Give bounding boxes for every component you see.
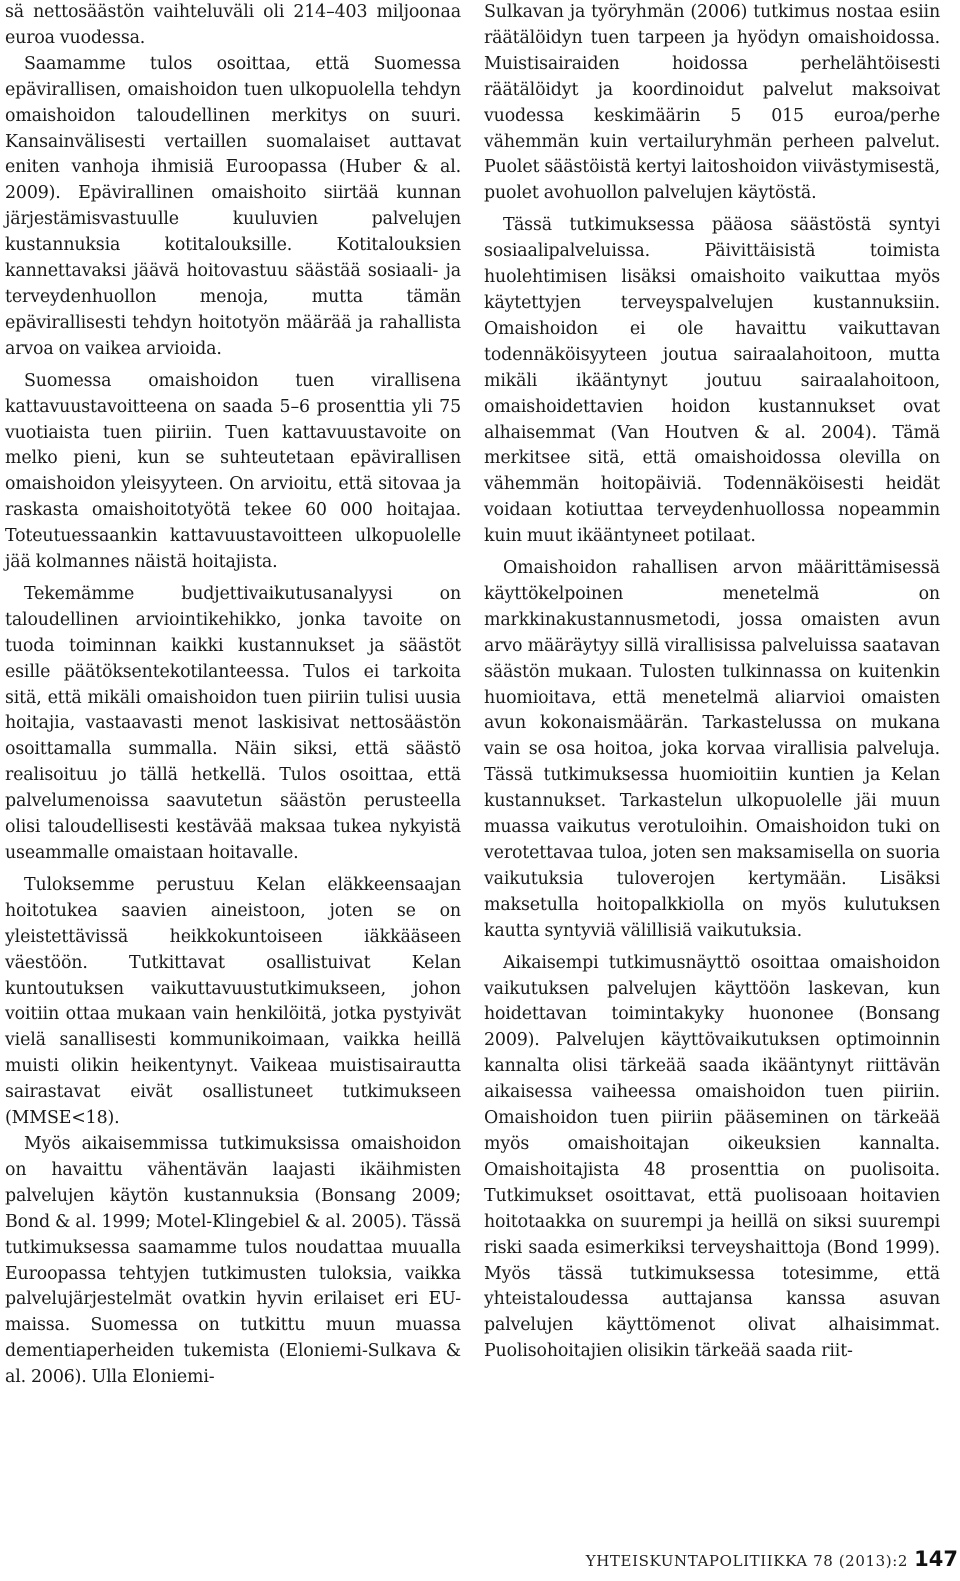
paragraph: Saamamme tulos osoittaa, että Suomessa epävirallisen, omaishoidon tuen ulkopuolella tehdyn omaishoidon taloudellinen merkitys on suuri. Kansainvälisesti vertaillen suomalaiset auttavat eniten vanhoja ihmisiä Euroopassa (Huber & al. 2009). Epävirallinen omaishoito siirtää kunnan järjestämisvastuulle kuuluvien palvelujen kustannuksia kotitalouksille. Kotitalouksien kannettavaksi jäävä hoitovastuu säästää sosiaali- ja terveydenhuollon menoja, mutta tämän epävirallisesti tehdyn hoitotyön määrää ja rahallista arvoa on vaikea arvioida. [5,53,461,359]
page-footer [560,1541,960,1573]
page-number: 147 [914,1547,958,1571]
paragraph: sä nettosäästön vaihteluväli oli 214–403 miljoonaa euroa vuodessa. [5,2,461,48]
paragraph: Tässä tutkimuksessa pääosa säästöstä syntyi sosiaalipalveluissa. Päivittäisistä toimista huolehtimisen lisäksi omaishoito vaikuttaa myös käytettyjen terveyspalvelujen kustannuksiin. Omaishoidon ei ole havaittu vaikuttavan todennäköisyyteen joutua sairaalahoitoon, mutta mikäli ikääntynyt joutuu sairaalahoitoon, omaishoidettavien hoidon kustannukset ovat alhaisemmat (Van Houtven & al. 2004). Tämä merkitsee sitä, että omaishoidossa olevilla on vähemmän hoitopäiviä. Todennäköisesti heidät voidaan kotiuttaa terveydenhuollossa nopeammin kuin muut ikääntyneet potilaat. [484,215,940,547]
paragraph: Sulkavan ja työryhmän (2006) tutkimus nostaa esiin räätälöidyn tuen tarpeen ja hyödyn omaishoidossa. Muistisairaiden hoidossa perhelähtöisesti räätälöidyt ja koordinoidut palvelut maksoivat vuodessa keskimäärin 5 015 euroa/perhe vähemmän kuin vertailuryhmän perheen palvelut. Puolet säästöistä kertyi laitoshoidon viivästymisestä, puolet avohuollon palvelujen käytöstä. [484,2,940,204]
right-column [484,0,940,1365]
journal-citation: YHTEISKUNTAPOLITIIKKA 78 (2013):2 [585,1552,908,1570]
paragraph: Tekemämme budjettivaikutusanalyysi on taloudellinen arviointikehikko, jonka tavoite on tuoda toiminnan kaikki kustannukset ja säästöt esille päätöksentekotilanteessa. Tulos ei tarkoita sitä, että mikäli omaishoidon tuen piiriin tulisi uusia hoitajia, vastaavasti menot laskisivat nettosäästön osoittamalla summalla. Näin siksi, että säästö realisoituu jo tällä hetkellä. Tulos osoittaa, että palvelumenoissa saavutetun säästön perusteella olisi taloudellisesti kestävää maksaa tukea nykyistä useammalle omaistaan hoitavalle. [5,583,461,863]
left-column [5,0,461,1391]
paragraph: Aikaisempi tutkimusnäyttö osoittaa omaishoidon vaikutuksen palvelujen käyttöön laskevan, kun hoidettavan toimintakyky huononee (Bonsang 2009). Palvelujen käyttövaikutuksen optimoinnin kannalta olisi tärkeää saada ikääntynyt riittävän aikaisessa vaiheessa omaishoidon tuen piiriin. Omaishoidon tuen piiriin pääseminen on tärkeää myös omaishoitajan oikeuksien kannalta. Omaishoitajista 48 prosenttia on puolisoita. Tutkimukset osoittavat, että puolisoaan hoitavien hoitotaakka on suurempi ja heillä on siksi suurempi riski saada esimerkiksi terveyshaittoja (Bond 1999). Myös tässä tutkimuksessa totesimme, että yhteistaloudessa auttajansa kanssa asuvan palvelujen käyttömenot olivat alhaisimmat. Puolisohoitajien olisikin tärkeää saada riit- [484,952,940,1362]
paragraph: Myös aikaisemmissa tutkimuksissa omaishoidon on havaittu vähentävän laajasti ikäihmisten palvelujen käytön kustannuksia (Bonsang 2009; Bond & al. 1999; Motel-Klingebiel & al. 2005). Tässä tutkimuksessa saamamme tulos noudattaa muualla Euroopassa tehtyjen tutkimusten tuloksia, vaikka palvelujärjestelmät ovatkin hyvin erilaiset eri EU-maissa. Suomessa on tutkittu muun muassa dementiaperheiden tukemista (Eloniemi-Sulkava & al. 2006). Ulla Eloniemi- [5,1133,461,1388]
paragraph: Tuloksemme perustuu Kelan eläkkeensaajan hoitotukea saavien aineistoon, joten se on yleistettävissä heikkokuntoiseen iäkkääseen väestöön. Tutkittavat osallistuivat Kelan kuntoutuksen vaikuttavuustutkimukseen, johon voitiin ottaa mukaan vain henkilöitä, jotka pystyivät vielä sanallisesti kommunikoimaan, vaikka heillä muisti olikin heikentynyt. Vaikeaa muistisairautta sairastavat eivät osallistuneet tutkimukseen (MMSE<18). [5,874,461,1129]
paragraph: Suomessa omaishoidon tuen virallisena kattavuustavoitteena on saada 5–6 prosenttia yli 75 vuotiaista tuen piiriin. Tuen kattavuustavoite on melko pieni, kun se suhteutetaan epävirallisen omaishoidon yleisyyteen. On arvioitu, että sitovaa ja raskasta omaishoitotyötä tekee 60 000 hoitajaa. Toteutuessaankin kattavuustavoitteen ulkopuolelle jää kolmannes näistä hoitajista. [5,370,461,573]
paragraph: Omaishoidon rahallisen arvon määrittämisessä käyttökelpoinen menetelmä on markkinakustannusmetodi, jossa omaisten avun arvo määräytyy sillä virallisissa palveluissa saatavan säästön mukaan. Tulosten tulkinnassa on kuitenkin huomioitava, että menetelmä aliarvioi omaisten avun kokonaismäärän. Tarkastelussa on mukana vain se osa hoitoa, joka korvaa virallisia palveluja. Tässä tutkimuksessa huomioitiin kuntien ja Kelan kustannukset. Tarkastelun ulkopuolelle jäi muun muassa vaikutus verotuloihin. Omaishoidon tuki on verotettavaa tuloa, joten sen maksamisella on suoria vaikutuksia tuloverojen kertymään. Lisäksi maksetulla hoitopalkkiolla on myös kulutuksen kautta syntyviä välillisiä vaikutuksia. [484,558,940,941]
